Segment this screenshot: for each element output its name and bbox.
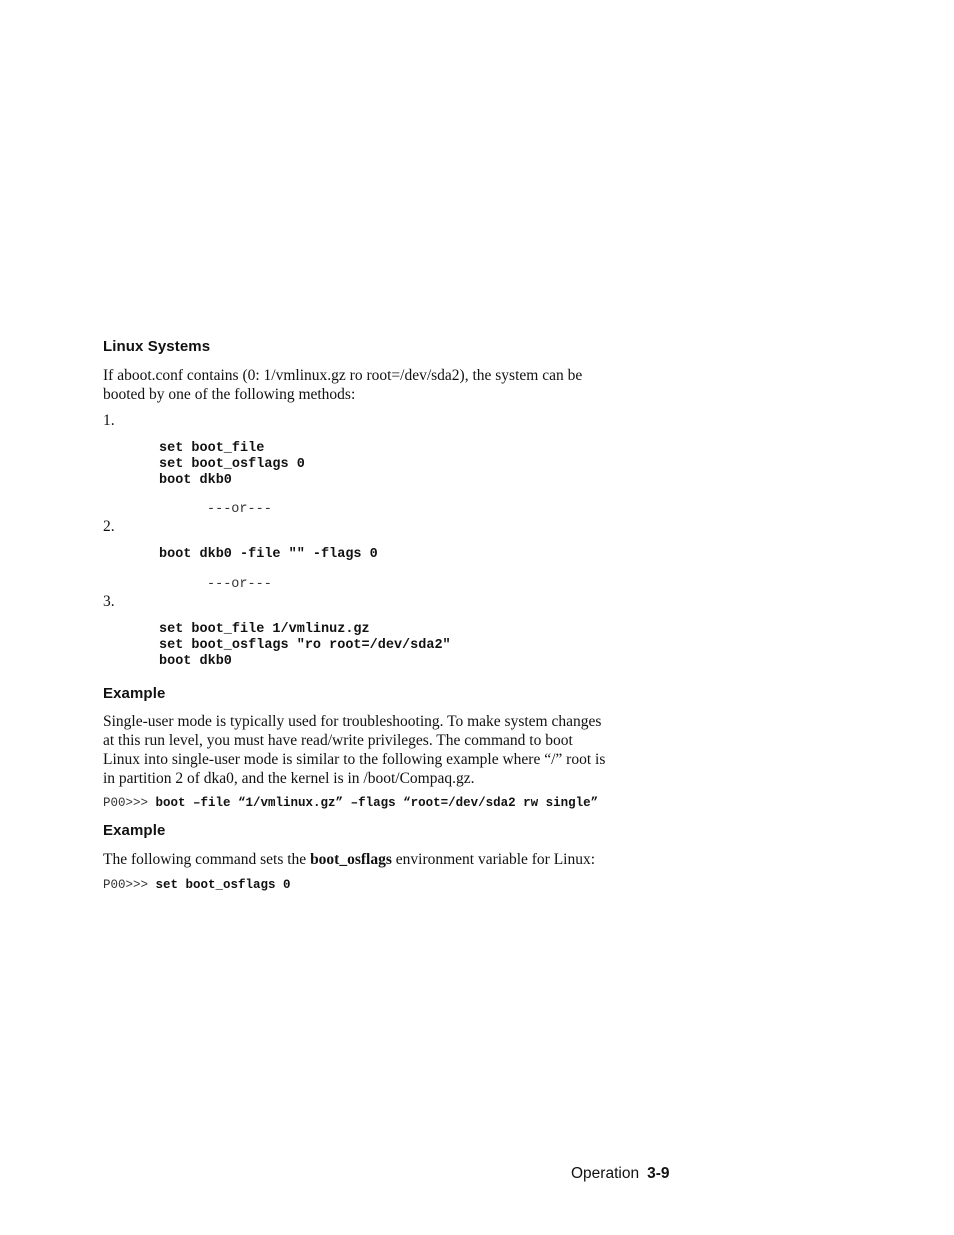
code-line: boot dkb0 bbox=[159, 654, 232, 669]
example-heading: Example bbox=[103, 822, 166, 839]
method-number: 1. bbox=[103, 412, 115, 429]
code-line: set boot_file 1/vmlinuz.gz bbox=[159, 622, 370, 637]
code-line: boot dkb0 bbox=[159, 473, 232, 488]
page-footer bbox=[571, 1165, 669, 1183]
paragraph-text: environment variable for Linux: bbox=[391, 851, 596, 868]
console-prompt: P00>>> bbox=[103, 796, 149, 810]
or-separator: ---or--- bbox=[207, 502, 272, 517]
paragraph-line: Linux into single-user mode is similar to the following example where “/” root is bbox=[103, 751, 606, 768]
command-line bbox=[103, 878, 291, 892]
code-line: set boot_osflags "ro root=/dev/sda2" bbox=[159, 638, 451, 653]
console-prompt: P00>>> bbox=[103, 878, 149, 892]
intro-paragraph bbox=[103, 366, 582, 404]
code-block bbox=[159, 441, 305, 489]
paragraph-line: at this run level, you must have read/write privileges. The command to boot bbox=[103, 732, 573, 749]
code-block bbox=[159, 622, 451, 670]
page-number: 3-9 bbox=[647, 1165, 670, 1182]
footer-section: Operation bbox=[571, 1165, 640, 1182]
code-block bbox=[159, 547, 378, 563]
paragraph-text: The following command sets the bbox=[103, 851, 311, 868]
code-line: set boot_osflags 0 bbox=[159, 457, 305, 472]
method-number: 2. bbox=[103, 518, 115, 535]
example-paragraph bbox=[103, 851, 595, 869]
code-line: boot dkb0 -file "" -flags 0 bbox=[159, 547, 378, 562]
example-heading: Example bbox=[103, 685, 166, 702]
code-line: set boot_file bbox=[159, 441, 265, 456]
section-heading: Linux Systems bbox=[103, 338, 211, 355]
console-command: boot –file “1/vmlinux.gz” –flags “root=/dev/sda2 rw single” bbox=[155, 796, 599, 810]
example-paragraph bbox=[103, 712, 605, 788]
intro-line: booted by one of the following methods: bbox=[103, 386, 356, 403]
variable-name: boot_osflags bbox=[310, 851, 392, 868]
paragraph-line: Single-user mode is typically used for troubleshooting. To make system changes bbox=[103, 713, 602, 730]
method-number: 3. bbox=[103, 593, 115, 610]
console-command: set boot_osflags 0 bbox=[155, 878, 291, 892]
command-line bbox=[103, 796, 598, 810]
paragraph-line: in partition 2 of dka0, and the kernel is in /boot/Compaq.gz. bbox=[103, 770, 475, 787]
or-separator: ---or--- bbox=[207, 577, 272, 592]
intro-line: If aboot.conf contains (0: 1/vmlinux.gz ro root=/dev/sda2), the system can be bbox=[103, 367, 583, 384]
